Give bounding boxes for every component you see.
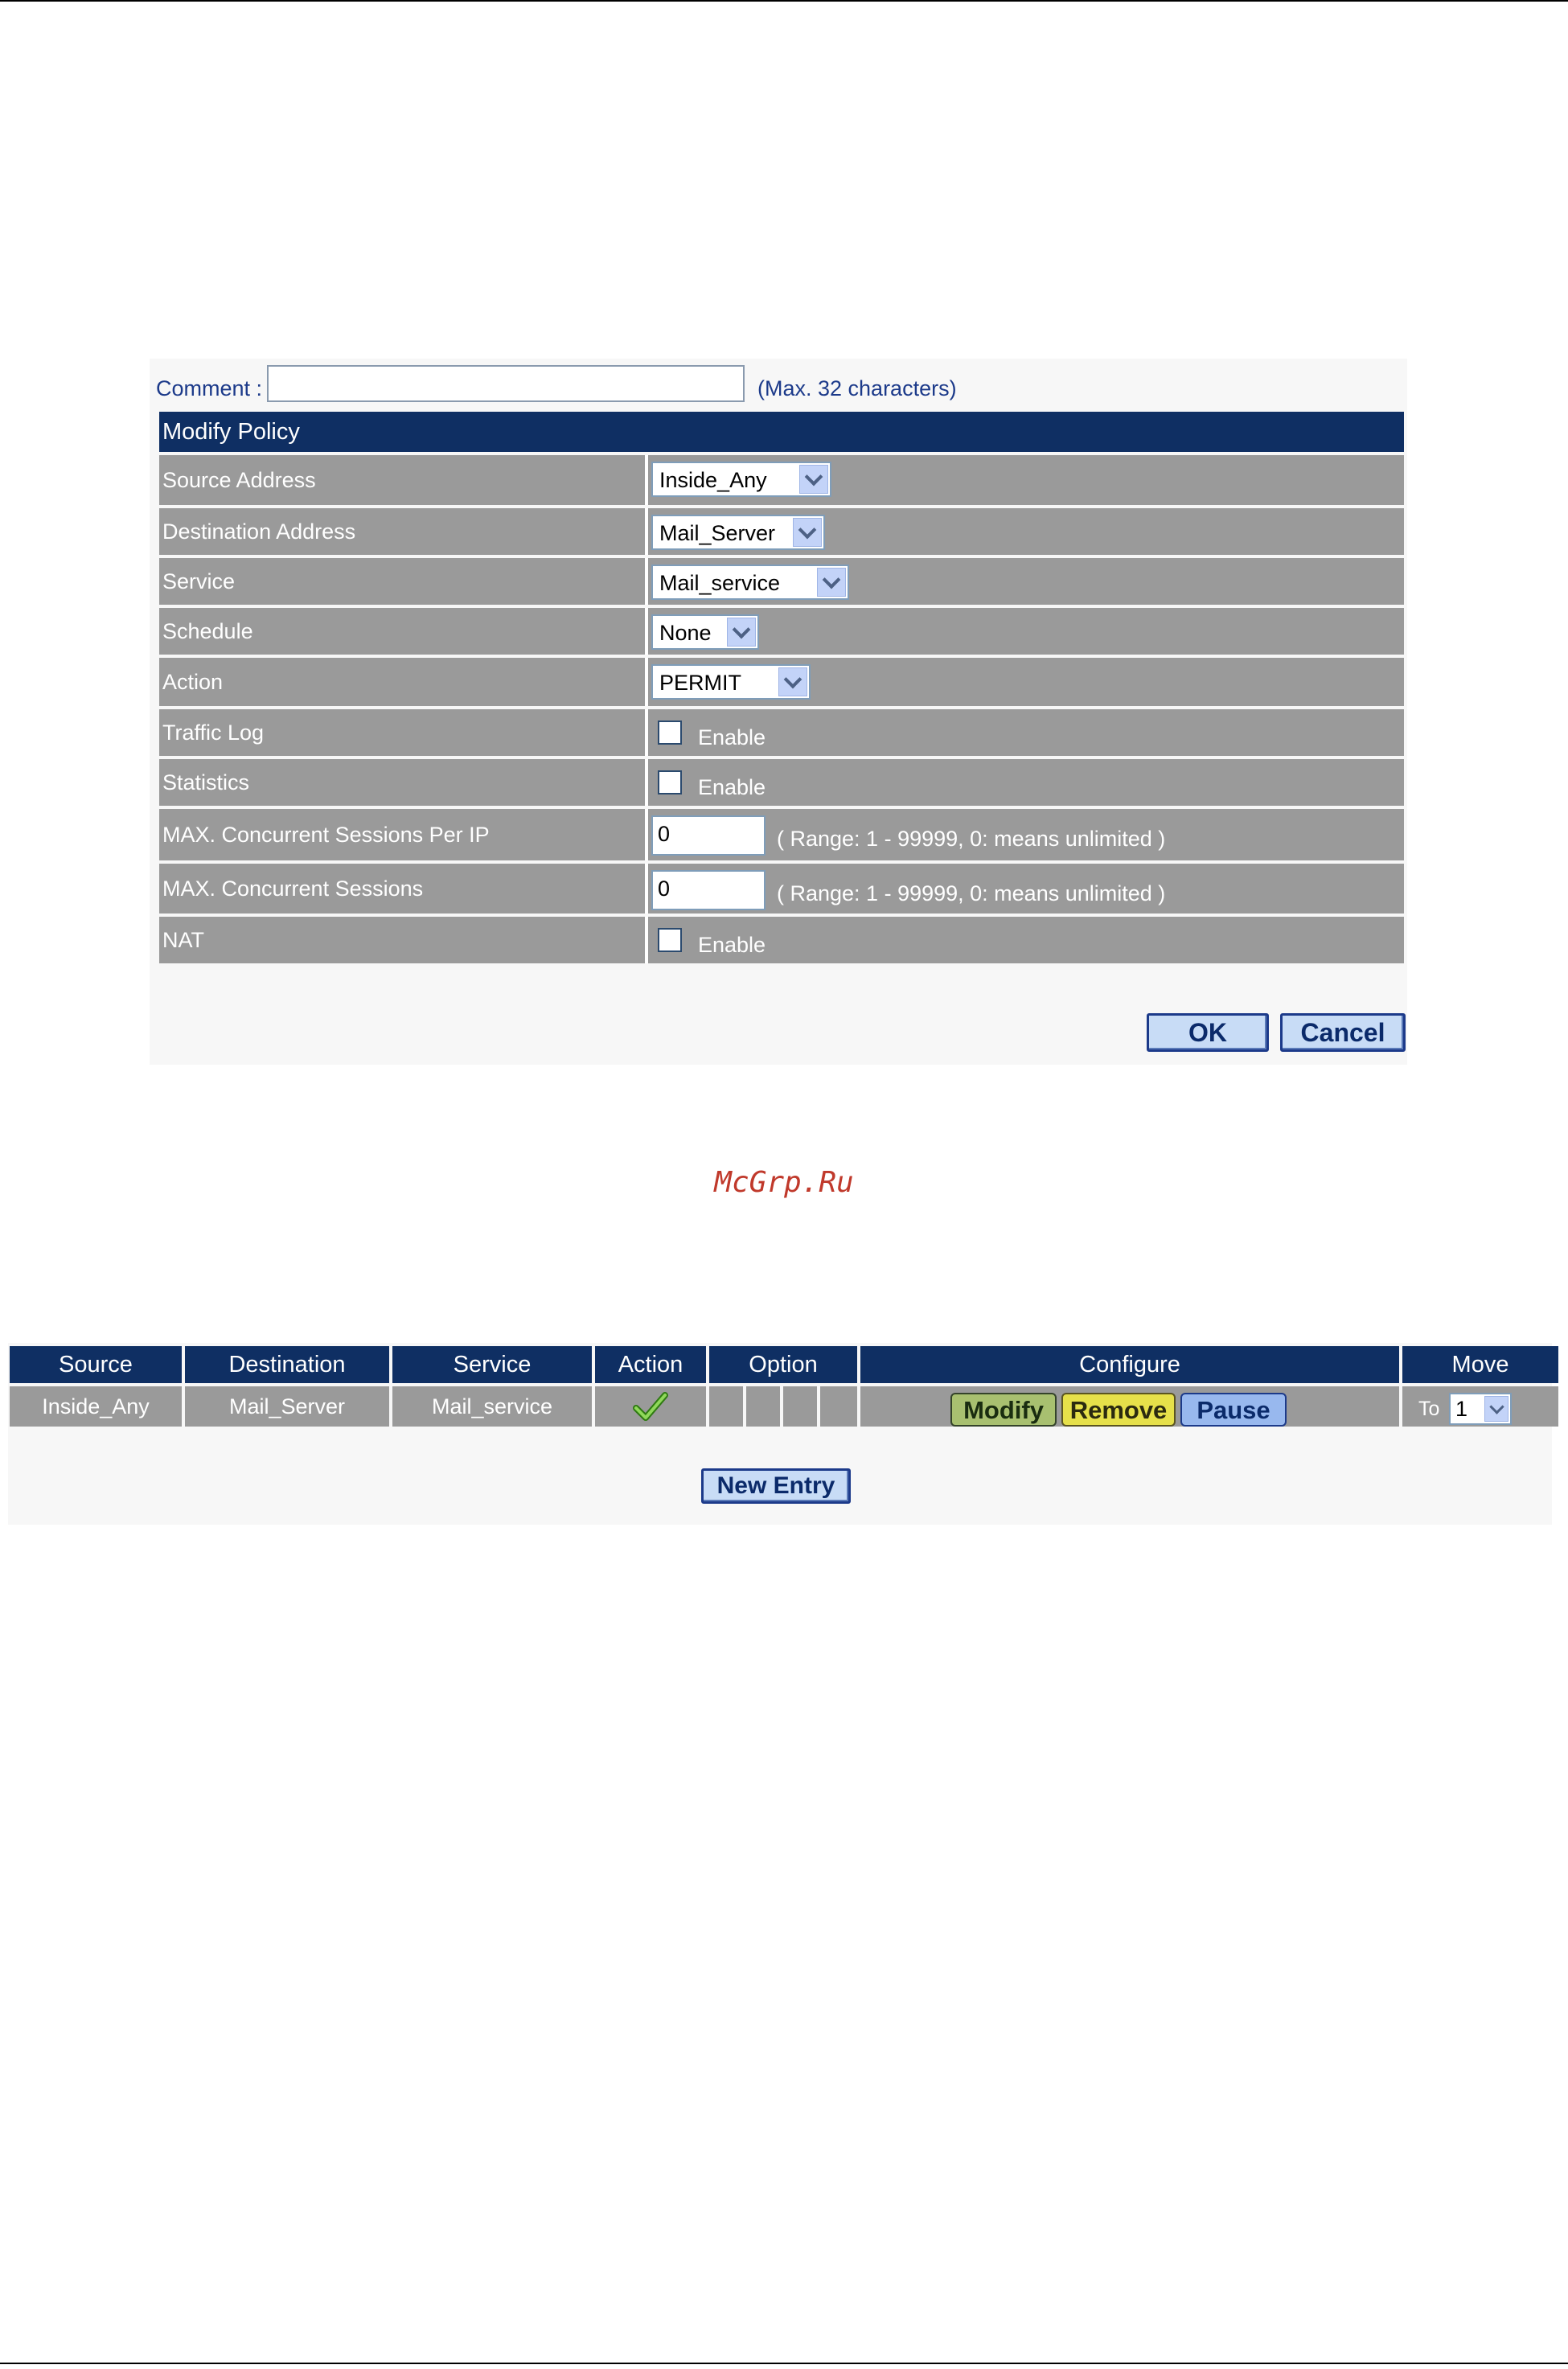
service-select[interactable]: Mail_service xyxy=(651,565,849,600)
service-label: Service xyxy=(159,558,645,605)
chevron-down-icon xyxy=(817,568,846,597)
chevron-down-icon xyxy=(793,518,822,547)
comment-label: Comment : xyxy=(156,376,263,400)
action-label: Action xyxy=(159,658,645,706)
nat-checkbox[interactable] xyxy=(658,928,682,952)
nat-label: NAT xyxy=(159,917,645,963)
ok-button[interactable]: OK xyxy=(1147,1013,1269,1052)
cell-service: Mail_service xyxy=(392,1386,592,1427)
max-sessions-label: MAX. Concurrent Sessions xyxy=(159,864,645,914)
action-row xyxy=(159,658,1404,706)
section-title: Modify Policy xyxy=(159,412,1404,452)
cell-option-2 xyxy=(746,1386,780,1427)
header-service: Service xyxy=(392,1346,592,1383)
max-sessions-per-ip-row xyxy=(159,809,1404,860)
pause-button[interactable]: Pause xyxy=(1180,1393,1287,1427)
move-to-label: To xyxy=(1418,1398,1440,1420)
schedule-label: Schedule xyxy=(159,608,645,655)
header-option: Option xyxy=(709,1346,857,1383)
policy-table xyxy=(8,1343,1552,1525)
chevron-down-icon xyxy=(799,465,828,494)
header-action: Action xyxy=(595,1346,706,1383)
nat-row xyxy=(159,917,1404,963)
checkmark-icon xyxy=(633,1390,668,1423)
cancel-button[interactable]: Cancel xyxy=(1280,1013,1406,1052)
move-to-select[interactable]: 1 xyxy=(1449,1393,1512,1425)
header-destination: Destination xyxy=(185,1346,389,1383)
destination-address-row xyxy=(159,508,1404,555)
max-sessions-input[interactable]: 0 xyxy=(651,870,766,910)
bottom-rule xyxy=(0,2363,1568,2364)
max-sessions-row xyxy=(159,864,1404,914)
header-source: Source xyxy=(10,1346,182,1383)
statistics-label: Statistics xyxy=(159,759,645,806)
cell-option-4 xyxy=(820,1386,857,1427)
cell-option-1 xyxy=(709,1386,743,1427)
cell-option-3 xyxy=(783,1386,817,1427)
watermark-text: McGrp.Ru xyxy=(714,1166,854,1199)
cell-action xyxy=(595,1386,706,1427)
top-rule xyxy=(0,0,1568,2)
source-address-select[interactable]: Inside_Any xyxy=(651,462,831,497)
header-move: Move xyxy=(1402,1346,1558,1383)
chevron-down-icon xyxy=(1484,1396,1508,1422)
cell-source: Inside_Any xyxy=(10,1386,182,1427)
chevron-down-icon xyxy=(778,667,807,696)
traffic-log-checkbox[interactable] xyxy=(658,721,682,745)
max-sessions-hint: ( Range: 1 - 99999, 0: means unlimited ) xyxy=(777,881,1166,905)
max-sessions-per-ip-input[interactable]: 0 xyxy=(651,815,766,856)
traffic-log-enable-label: Enable xyxy=(698,725,766,749)
cell-destination: Mail_Server xyxy=(185,1386,389,1427)
statistics-enable-label: Enable xyxy=(698,775,766,799)
max-sessions-per-ip-label: MAX. Concurrent Sessions Per IP xyxy=(159,809,645,860)
chevron-down-icon xyxy=(727,618,756,647)
destination-address-select[interactable]: Mail_Server xyxy=(651,515,825,550)
schedule-row xyxy=(159,608,1404,655)
source-address-label: Source Address xyxy=(159,455,645,505)
source-address-row xyxy=(159,455,1404,505)
remove-button[interactable]: Remove xyxy=(1061,1393,1176,1427)
header-configure: Configure xyxy=(860,1346,1399,1383)
modify-policy-form xyxy=(150,359,1407,1065)
statistics-row xyxy=(159,759,1404,806)
schedule-select[interactable]: None xyxy=(651,614,759,650)
max-sessions-per-ip-hint: ( Range: 1 - 99999, 0: means unlimited ) xyxy=(777,827,1166,851)
comment-hint: (Max. 32 characters) xyxy=(757,376,957,400)
destination-address-label: Destination Address xyxy=(159,508,645,555)
traffic-log-label: Traffic Log xyxy=(159,709,645,756)
traffic-log-row xyxy=(159,709,1404,756)
statistics-checkbox[interactable] xyxy=(658,770,682,794)
service-row xyxy=(159,558,1404,605)
nat-enable-label: Enable xyxy=(698,933,766,957)
new-entry-button[interactable]: New Entry xyxy=(701,1468,851,1504)
comment-input[interactable] xyxy=(267,365,745,402)
action-select[interactable]: PERMIT xyxy=(651,664,811,700)
modify-button[interactable]: Modify xyxy=(950,1393,1057,1427)
